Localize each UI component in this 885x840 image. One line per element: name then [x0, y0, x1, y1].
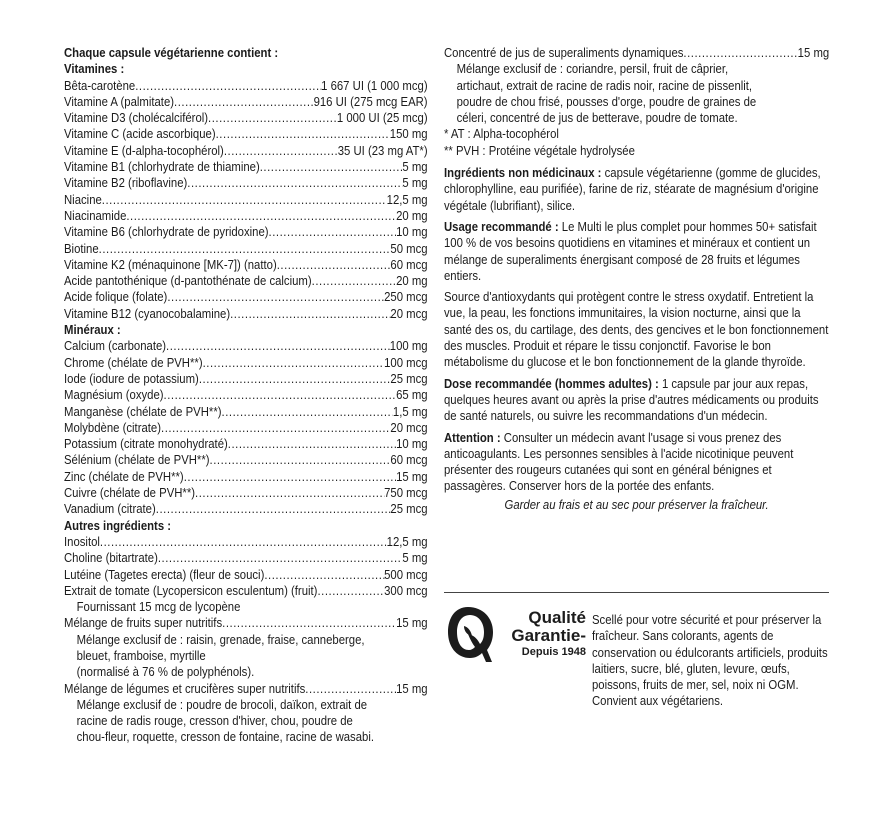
vitamin-name: Acide pantothénique (d-pantothénate de calcium): [64, 274, 312, 289]
leader-dots: [135, 78, 321, 94]
juice-blend-description-2: artichaut, extrait de racine de radis noir, racine de pissenlit,: [456, 78, 753, 93]
usage-body: Le Multi le plus complet pour hommes 50+ satisfait 100 % de vos besoins quotidiens en vitamines et minéraux et contient un mélange de superaliments énergisant composé de 28 fruits et légumes entiers.: [444, 219, 817, 283]
leader-dots: [208, 110, 337, 126]
vitamin-value: 35 UI (23 mg AT*): [337, 143, 428, 158]
leader-dots: [99, 241, 391, 257]
fruit-blend-name: Mélange de fruits super nutritifs: [64, 616, 223, 631]
storage-note: Garder au frais et au sec pour préserver la fraîcheur.: [504, 497, 769, 512]
other-ingredients-list: [64, 534, 428, 599]
juice-blend-description-3: poudre de chou frisé, pousses d'orge, poudre de graines de: [456, 94, 757, 109]
vitamin-row: [64, 159, 428, 175]
vitamins-list: [64, 78, 428, 322]
mineral-row: [64, 420, 428, 436]
juice-blend-description-4: céleri, concentré de jus de betterave, poudre de tomate.: [456, 111, 738, 126]
fruit-blend-row: [64, 615, 428, 631]
vitamin-name: Vitamine E (d-alpha-tocophérol): [64, 143, 224, 158]
leader-dots: [184, 469, 396, 485]
dose-text: 1 capsule par jour aux repas, quelques heures avant ou après la prise d'autres médicaments ou produits de santé naturels, ou suivre les recommandations d'un médecin.: [444, 376, 819, 424]
vitamin-row: [64, 224, 428, 240]
leader-dots: [222, 615, 396, 631]
footnote-pvh: ** PVH : Protéine végétale hydrolysée: [444, 143, 635, 158]
mineral-value: 25 mcg: [390, 502, 428, 517]
veg-blend-value: 15 mg: [396, 681, 428, 696]
leader-dots: [277, 257, 391, 273]
other-ingredient-row: [64, 550, 428, 566]
mineral-name: Zinc (chélate de PVH**): [64, 469, 184, 484]
leader-dots: [167, 289, 384, 305]
fruit-blend-value: 15 mg: [396, 616, 428, 631]
vitamin-name: Vitamine D3 (cholécalciférol): [64, 111, 209, 126]
other-ingredient-name: Lutéine (Tagetes erecta) (fleur de souci): [64, 567, 265, 582]
warning-text: Consulter un médecin avant l'usage si vous prenez des anticoagulants. Les personnes sensibles à l'acide nicotinique peuvent présenter des rougeurs cutanées qui sont en général bénignes et passagères. Conserver hors de la portée des enfants.: [444, 430, 794, 494]
mineral-name: Iode (iodure de potassium): [64, 371, 199, 386]
vitamin-name: Biotine: [64, 241, 99, 256]
section-divider: [444, 592, 829, 593]
vitamins-heading: Vitamines :: [64, 62, 125, 77]
vitamin-value: 12,5 mg: [386, 192, 428, 207]
veg-blend-description-3: chou-fleur, roquette, cresson de fontaine, racine de wasabi.: [76, 730, 375, 745]
vitamin-row: [64, 257, 428, 273]
logo-guaranteed: Garantie-: [511, 626, 586, 645]
other-ingredient-value: 300 mcg: [384, 583, 428, 598]
mineral-value: 750 mcg: [384, 486, 428, 501]
leader-dots: [199, 371, 391, 387]
vitamin-name: Niacine: [64, 192, 102, 207]
other-ingredient-row: [64, 567, 428, 583]
warning-label: Attention :: [444, 430, 501, 445]
vitamin-row: [64, 306, 428, 322]
leader-dots: [264, 567, 384, 583]
vitamin-row: [64, 110, 428, 126]
mineral-row: [64, 387, 428, 403]
leader-dots: [224, 143, 338, 159]
mineral-name: Cuivre (chélate de PVH**): [64, 486, 196, 501]
leader-dots: [203, 355, 385, 371]
vitamin-row: [64, 78, 428, 94]
mineral-name: Sélénium (chélate de PVH**): [64, 453, 210, 468]
vitamin-row: [64, 94, 428, 110]
leader-dots: [305, 681, 396, 697]
veg-blend-description-1: Mélange exclusif de : poudre de brocoli, daïkon, extrait de: [76, 697, 368, 712]
vitamin-value: 10 mg: [396, 225, 428, 240]
usage-text: [444, 45, 829, 513]
vitamin-row: [64, 208, 428, 224]
juice-blend-value: 15 mg: [797, 46, 830, 60]
vitamin-name: Vitamine C (acide ascorbique): [64, 127, 216, 142]
fruit-blend-description-1: Mélange exclusif de : raisin, grenade, fraise, canneberge,: [76, 632, 365, 647]
leader-dots: [260, 159, 403, 175]
leader-dots: [158, 550, 403, 566]
vitamin-row: [64, 192, 428, 208]
vitamin-value: 60 mcg: [390, 257, 428, 272]
leader-dots: [269, 224, 397, 240]
vitamin-row: [64, 143, 428, 159]
mineral-row: [64, 404, 428, 420]
minerals-heading: Minéraux :: [64, 323, 121, 338]
other-ingredients-heading: Autres ingrédients :: [64, 518, 172, 533]
mineral-row: [64, 355, 428, 371]
vitamin-value: 916 UI (275 mcg EAR): [313, 94, 428, 109]
vitamin-value: 1 000 UI (25 mcg): [336, 111, 428, 126]
mineral-value: 20 mcg: [390, 420, 428, 435]
mineral-name: Chrome (chélate de PVH**): [64, 355, 203, 370]
vitamin-name: Vitamine B6 (chlorhydrate de pyridoxine): [64, 225, 269, 240]
ingredients-column: [64, 45, 428, 746]
vitamin-name: Acide folique (folate): [64, 290, 168, 305]
minerals-list: [64, 338, 428, 517]
tomato-note: Fournissant 15 mcg de lycopène: [76, 600, 241, 615]
veg-blend-row: [64, 681, 428, 697]
vitamin-value: 20 mcg: [390, 306, 428, 321]
juice-blend-description-1: Mélange exclusif de : coriandre, persil, fruit de câprier,: [456, 62, 729, 77]
leader-dots: [195, 485, 384, 501]
leader-dots: [216, 126, 390, 142]
mineral-value: 25 mcg: [390, 371, 428, 386]
vitamin-value: 50 mcg: [390, 241, 428, 256]
other-ingredient-value: 12,5 mg: [386, 534, 428, 549]
warning-paragraph: [444, 430, 829, 495]
juice-blend-name: Concentré de jus de superaliments dynamiques: [444, 46, 684, 60]
leader-dots: [230, 306, 390, 322]
mineral-row: [64, 371, 428, 387]
dose-label: Dose recommandée (hommes adultes) :: [444, 376, 659, 391]
antioxidant-paragraph: Source d'antioxydants qui protègent contre le stress oxydatif. Entretient la vue, la peau, les fonctions immunitaires, la vision nocturne, ainsi que la santé des os, du cartilage, des dents, des gencives et le bon fonctionnement des muscles. Produit et répare le tissu conjonctif. Favorise le bon métabolisme du glucose et le bon fonctionnement de la glande thyroïde.: [444, 290, 829, 370]
mineral-name: Calcium (carbonate): [64, 339, 167, 354]
mineral-name: Molybdène (citrate): [64, 420, 162, 435]
vitamin-name: Vitamine B2 (riboflavine): [64, 176, 188, 191]
mineral-value: 100 mg: [389, 339, 428, 354]
leader-dots: [100, 534, 387, 550]
vitamin-value: 20 mg: [396, 274, 428, 289]
leader-dots: [210, 452, 391, 468]
veg-blend-description-2: racine de radis rouge, cresson d'hiver, chou, poudre de: [76, 714, 353, 729]
other-ingredient-name: Inositol: [64, 534, 100, 549]
other-ingredient-row: [64, 534, 428, 550]
leader-dots: [228, 436, 396, 452]
mineral-row: [64, 452, 428, 468]
footnote-at: * AT : Alpha-tocophérol: [444, 127, 559, 142]
leader-dots: [166, 338, 390, 354]
leader-dots: [174, 94, 314, 110]
leader-dots: [126, 208, 396, 224]
other-ingredient-name: Choline (bitartrate): [64, 551, 158, 566]
mineral-name: Manganèse (chélate de PVH**): [64, 404, 222, 419]
mineral-row: [64, 501, 428, 517]
mineral-value: 100 mcg: [384, 355, 428, 370]
mineral-value: 60 mcg: [390, 453, 428, 468]
mineral-name: Magnésium (oxyde): [64, 388, 164, 403]
veg-blend-name: Mélange de légumes et crucifères super nutritifs: [64, 681, 306, 696]
mineral-row: [64, 469, 428, 485]
leader-dots: [161, 420, 390, 436]
vitamin-name: Vitamine B1 (chlorhydrate de thiamine): [64, 160, 260, 175]
leader-dots: [222, 404, 393, 420]
usage-label: Usage recommandé :: [444, 219, 559, 234]
mineral-value: 1,5 mg: [392, 404, 428, 419]
leader-dots: [312, 273, 396, 289]
dose-paragraph: [444, 376, 829, 425]
mineral-name: Potassium (citrate monohydraté): [64, 437, 228, 452]
vitamin-value: 250 mcg: [384, 290, 428, 305]
leader-dots: [187, 175, 402, 191]
juice-blend-row: [444, 45, 829, 61]
mineral-row: [64, 338, 428, 354]
logo-quality: Qualité: [528, 608, 586, 627]
vitamin-name: Bêta-carotène: [64, 78, 136, 93]
vitamin-name: Vitamine K2 (ménaquinone [MK-7]) (natto): [64, 257, 277, 272]
vitamin-value: 5 mg: [402, 176, 428, 191]
vitamin-row: [64, 241, 428, 257]
fruit-blend-description-3: (normalisé à 76 % de polyphénols).: [76, 665, 255, 680]
vitamin-value: 150 mg: [389, 127, 428, 142]
usage-paragraph: [444, 219, 829, 284]
mineral-row: [64, 436, 428, 452]
leader-dots: [156, 501, 391, 517]
other-ingredient-row: [64, 583, 428, 599]
mineral-row: [64, 485, 428, 501]
logo-wordmark: [498, 609, 586, 659]
vitamin-name: Vitamine A (palmitate): [64, 94, 175, 109]
fruit-blend-description-2: bleuet, framboise, myrtille: [76, 648, 206, 663]
vitamin-value: 5 mg: [402, 160, 428, 175]
vitamin-row: [64, 273, 428, 289]
mineral-name: Vanadium (citrate): [64, 502, 156, 517]
mineral-value: 10 mg: [396, 437, 428, 452]
leader-dots: [102, 192, 387, 208]
vitamin-row: [64, 175, 428, 191]
seal-statement: Scellé pour votre sécurité et pour préserver la fraîcheur. Sans colorants, agents de conservation ou édulcorants artificiels, produits laitiers, sucre, blé, gluten, levure, œufs, poissons, fruits de mer, sel, noix ni OGM. Convient aux végétariens.: [592, 613, 828, 709]
vitamin-value: 20 mg: [396, 208, 428, 223]
vitamin-row: [64, 126, 428, 142]
leader-dots: [164, 387, 397, 403]
other-ingredient-value: 500 mcg: [384, 567, 428, 582]
vitamin-name: Niacinamide: [64, 208, 127, 223]
usage-column: [444, 45, 829, 513]
logo-since: Depuis 1948: [521, 646, 586, 658]
mineral-value: 65 mg: [396, 388, 428, 403]
leader-dots: [317, 583, 384, 599]
other-ingredient-name: Extrait de tomate (Lycopersicon esculentum) (fruit): [64, 583, 318, 598]
non-medicinal-text: capsule végétarienne (gomme de glucides, chlorophylline, eau purifiée), farine de riz, stéarate de magnésium d'origine végétale (lubrifiant), silice.: [444, 166, 821, 213]
other-ingredient-value: 5 mg: [402, 551, 428, 566]
leader-dots: [683, 45, 797, 61]
non-medicinal-label: Ingrédients non médicinaux :: [444, 166, 602, 181]
non-medicinal-paragraph: [444, 165, 829, 214]
vitamin-value: 1 667 UI (1 000 mcg): [321, 78, 428, 93]
ingredients-text: [64, 45, 428, 746]
vitamin-row: [64, 289, 428, 305]
capsule-contents-title: Chaque capsule végétarienne contient :: [64, 46, 279, 60]
mineral-value: 15 mg: [396, 469, 428, 484]
vitamin-name: Vitamine B12 (cyanocobalamine): [64, 306, 231, 321]
